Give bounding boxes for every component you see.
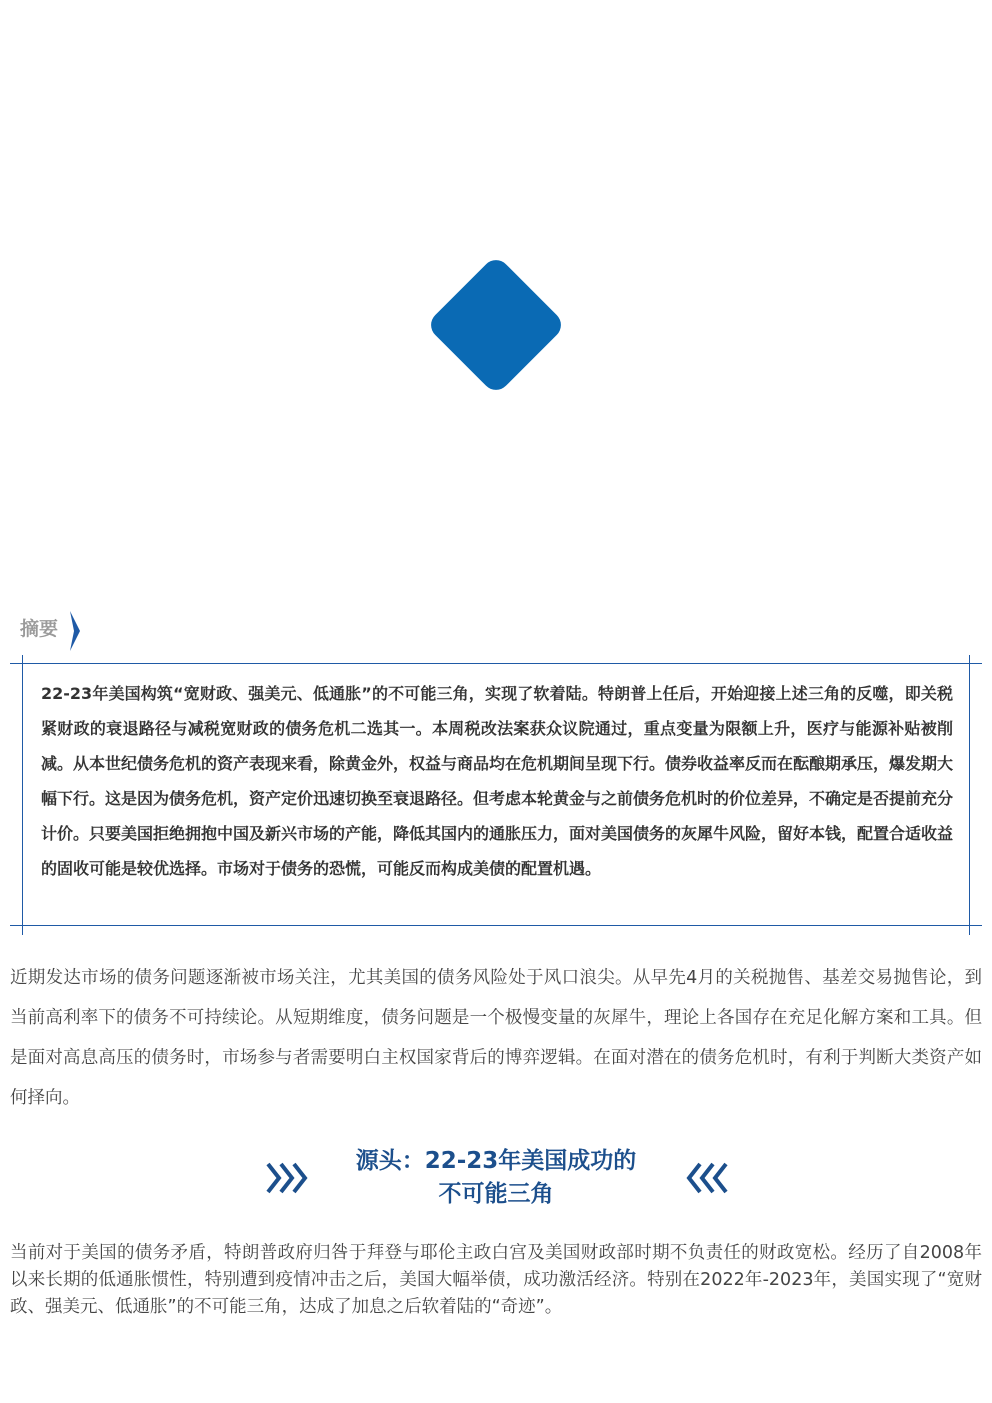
abstract-top-rule	[10, 663, 982, 664]
abstract-right-rule	[969, 655, 970, 935]
abstract-left-rule	[22, 655, 23, 935]
section-title-line1: 源头：22-23年美国成功的	[355, 1148, 637, 1174]
section-title	[330, 1145, 662, 1211]
section-title-line2: 不可能三角	[438, 1181, 554, 1207]
abstract-text: 22-23年美国构筑“宽财政、强美元、低通胀”的不可能三角，实现了软着陆。特朗普上任后，开始迎接上述三角的反噬，即关税紧财政的衰退路径与减税宽财政的债务危机二选其一。本周税改法案获众议院通过，重点变量为限额上升，医疗与能源补贴被削减。从本世纪债务危机的资产表现来看，除黄金外，权益与商品均在危机期间呈现下行。债券收益率反而在酝酿期承压，爆发期大幅下行。这是因为债务危机，资产定价迅速切换至衰退路径。但考虑本轮黄金与之前债务危机时的价位差异，不确定是否提前充分计价。只要美国拒绝拥抱中国及新兴市场的产能，降低其国内的通胀压力，面对美国债务的灰犀牛风险，留好本钱，配置合适收益的固收可能是较优选择。市场对于债务的恐慌，可能反而构成美债的配置机遇。	[41, 684, 954, 878]
double-chevron-right-icon	[265, 1161, 311, 1195]
abstract-label: 摘要	[20, 618, 59, 640]
double-chevron-left-icon	[683, 1161, 729, 1195]
arrow-right-icon	[68, 611, 82, 651]
intro-paragraph: 近期发达市场的债务问题逐渐被市场关注，尤其美国的债务风险处于风口浪尖。从早先4月的关税抛售、基差交易抛售论，到当前高利率下的债务不可持续论。从短期维度，债务问题是一个极慢变量的灰犀牛，理论上各国存在充足化解方案和工具。但是面对高息高压的债务时，市场参与者需要明白主权国家背后的博弈逻辑。在面对潜在的债务危机时，有利于判断大类资产如何择向。	[10, 968, 982, 1108]
diamond-icon	[425, 254, 566, 395]
abstract-bottom-rule	[10, 925, 982, 926]
section-paragraph: 当前对于美国的债务矛盾，特朗普政府归咎于拜登与耶伦主政白宫及美国财政部时期不负责任的财政宽松。经历了自2008年以来长期的低通胀惯性，特别遭到疫情冲击之后，美国大幅举债，成功激活经济。特别在2022年-2023年，美国实现了“宽财政、强美元、低通胀”的不可能三角，达成了加息之后软着陆的“奇迹”。	[10, 1243, 982, 1317]
